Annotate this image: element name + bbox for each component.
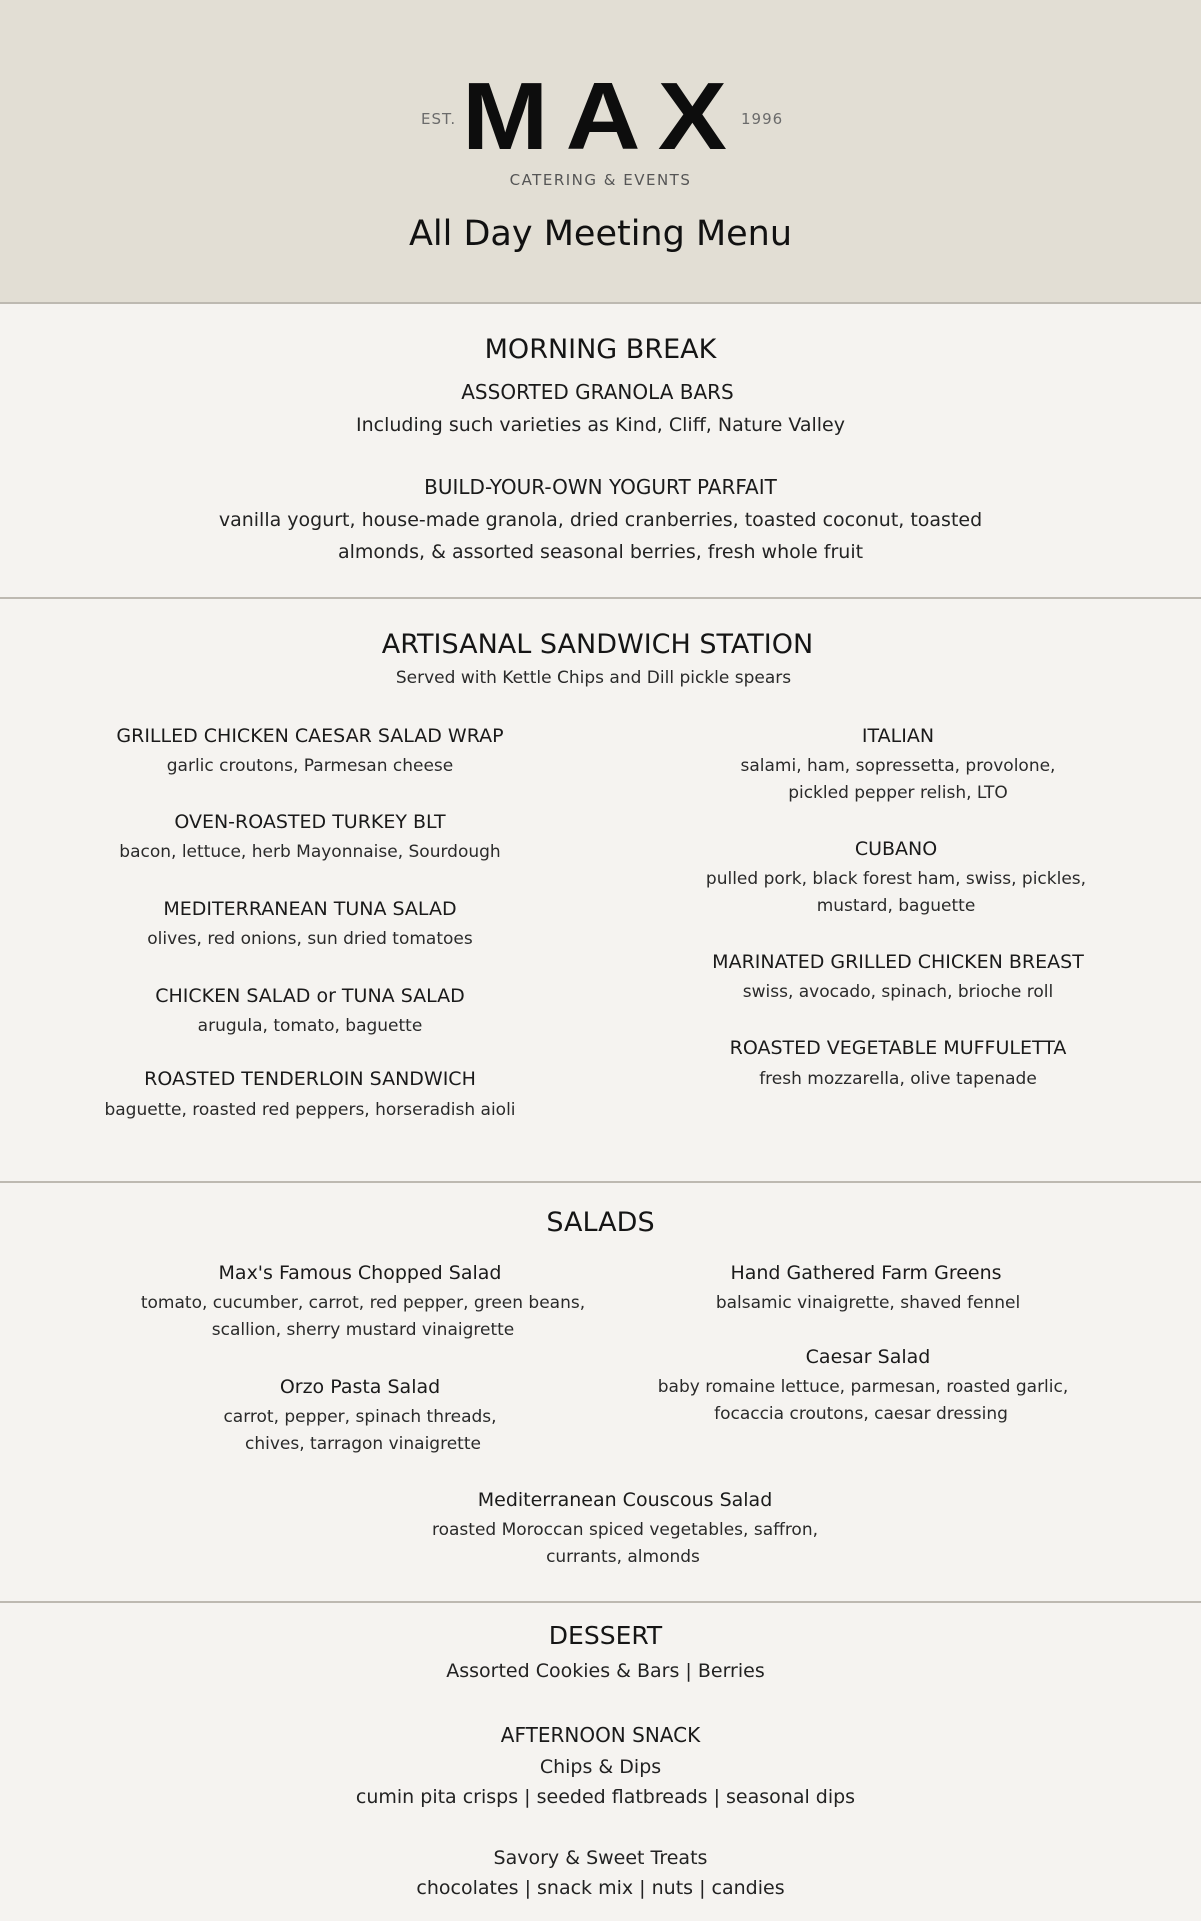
sandwich-right-1-name: CUBANO <box>854 838 938 860</box>
section-divider <box>0 1601 1201 1603</box>
salad-center-name: Mediterranean Couscous Salad <box>477 1489 773 1511</box>
sandwich-station-title: ARTISANAL SANDWICH STATION <box>381 629 814 660</box>
afternoon-snack-0-desc: cumin pita crisps | seeded flatbreads | seasonal dips <box>355 1786 856 1808</box>
logo-year: 1996 <box>741 110 784 128</box>
sandwich-left-0-name: GRILLED CHICKEN CAESAR SALAD WRAP <box>116 725 504 747</box>
afternoon-snack-0-name: Chips & Dips <box>539 1756 662 1778</box>
sandwich-left-1-desc: bacon, lettuce, herb Mayonnaise, Sourdough <box>119 842 501 862</box>
sandwich-left-3-desc: arugula, tomato, baguette <box>197 1016 423 1036</box>
logo-tagline: CATERING & EVENTS <box>509 171 692 189</box>
section-divider <box>0 1181 1201 1183</box>
salad-right-1-name: Caesar Salad <box>805 1346 931 1368</box>
sandwich-right-1-desc-line-2: mustard, baguette <box>816 896 976 916</box>
page-title: All Day Meeting Menu <box>408 214 793 254</box>
max-logo <box>0 63 1201 170</box>
yogurt-parfait-desc-line-1: vanilla yogurt, house-made granola, dried cranberries, toasted coconut, toasted <box>218 509 983 531</box>
morning-break-title: MORNING BREAK <box>484 334 717 365</box>
logo-wordmark: MAX <box>462 63 745 170</box>
dessert-title: DESSERT <box>548 1621 663 1650</box>
sandwich-right-3-desc: fresh mozzarella, olive tapenade <box>759 1069 1037 1089</box>
sandwich-left-2-name: MEDITERRANEAN TUNA SALAD <box>163 898 457 920</box>
sandwich-left-4-name: ROASTED TENDERLOIN SANDWICH <box>144 1068 476 1090</box>
sandwich-right-3-name: ROASTED VEGETABLE MUFFULETTA <box>729 1037 1067 1059</box>
sandwich-left-4-desc: baguette, roasted red peppers, horseradish aioli <box>104 1100 516 1120</box>
sandwich-left-1-name: OVEN-ROASTED TURKEY BLT <box>174 811 446 833</box>
sandwich-right-0-name: ITALIAN <box>861 725 935 747</box>
sandwich-right-0-desc-line-1: salami, ham, sopressetta, provolone, <box>740 756 1056 776</box>
granola-bars-desc: Including such varieties as Kind, Cliff, Nature Valley <box>355 414 845 436</box>
salad-left-0-desc-line-1: tomato, cucumber, carrot, red pepper, green beans, <box>140 1293 586 1313</box>
salad-left-1-desc-line-1: carrot, pepper, spinach threads, <box>223 1407 497 1427</box>
salad-left-0-desc-line-2: scallion, sherry mustard vinaigrette <box>211 1320 515 1340</box>
yogurt-parfait-name: BUILD-YOUR-OWN YOGURT PARFAIT <box>424 475 777 499</box>
sandwich-right-1-desc-line-1: pulled pork, black forest ham, swiss, pickles, <box>705 869 1087 889</box>
salad-right-1-desc-line-1: baby romaine lettuce, parmesan, roasted garlic, <box>657 1377 1069 1397</box>
dessert-desc: Assorted Cookies & Bars | Berries <box>446 1660 765 1682</box>
sandwich-right-2-name: MARINATED GRILLED CHICKEN BREAST <box>712 951 1084 973</box>
sandwich-station-subtitle: Served with Kettle Chips and Dill pickle spears <box>395 668 792 688</box>
salad-center-desc-line-2: currants, almonds <box>546 1547 700 1567</box>
sandwich-right-0-desc-line-2: pickled pepper relish, LTO <box>788 783 1008 803</box>
salad-left-1-name: Orzo Pasta Salad <box>279 1376 441 1398</box>
logo-est: EST. <box>421 110 457 128</box>
salad-right-0-desc: balsamic vinaigrette, shaved fennel <box>715 1293 1021 1313</box>
menu-header <box>0 0 1201 304</box>
granola-bars-name: ASSORTED GRANOLA BARS <box>461 380 734 404</box>
sandwich-left-2-desc: olives, red onions, sun dried tomatoes <box>147 929 473 949</box>
afternoon-snack-1-desc: chocolates | snack mix | nuts | candies <box>416 1877 785 1899</box>
sandwich-right-2-desc: swiss, avocado, spinach, brioche roll <box>742 982 1054 1002</box>
sandwich-left-0-desc: garlic croutons, Parmesan cheese <box>166 756 454 776</box>
yogurt-parfait-desc-line-2: almonds, & assorted seasonal berries, fresh whole fruit <box>337 541 864 563</box>
salad-left-0-name: Max's Famous Chopped Salad <box>218 1262 502 1284</box>
salad-right-0-name: Hand Gathered Farm Greens <box>730 1262 1002 1284</box>
section-divider <box>0 597 1201 599</box>
sandwich-left-3-name: CHICKEN SALAD or TUNA SALAD <box>155 985 465 1007</box>
afternoon-snack-title: AFTERNOON SNACK <box>500 1723 701 1747</box>
salad-center-desc-line-1: roasted Moroccan spiced vegetables, saffron, <box>431 1520 819 1540</box>
salads-title: SALADS <box>546 1207 655 1238</box>
salad-left-1-desc-line-2: chives, tarragon vinaigrette <box>245 1434 481 1454</box>
salad-right-1-desc-line-2: focaccia croutons, caesar dressing <box>714 1404 1008 1424</box>
afternoon-snack-1-name: Savory & Sweet Treats <box>493 1847 708 1869</box>
